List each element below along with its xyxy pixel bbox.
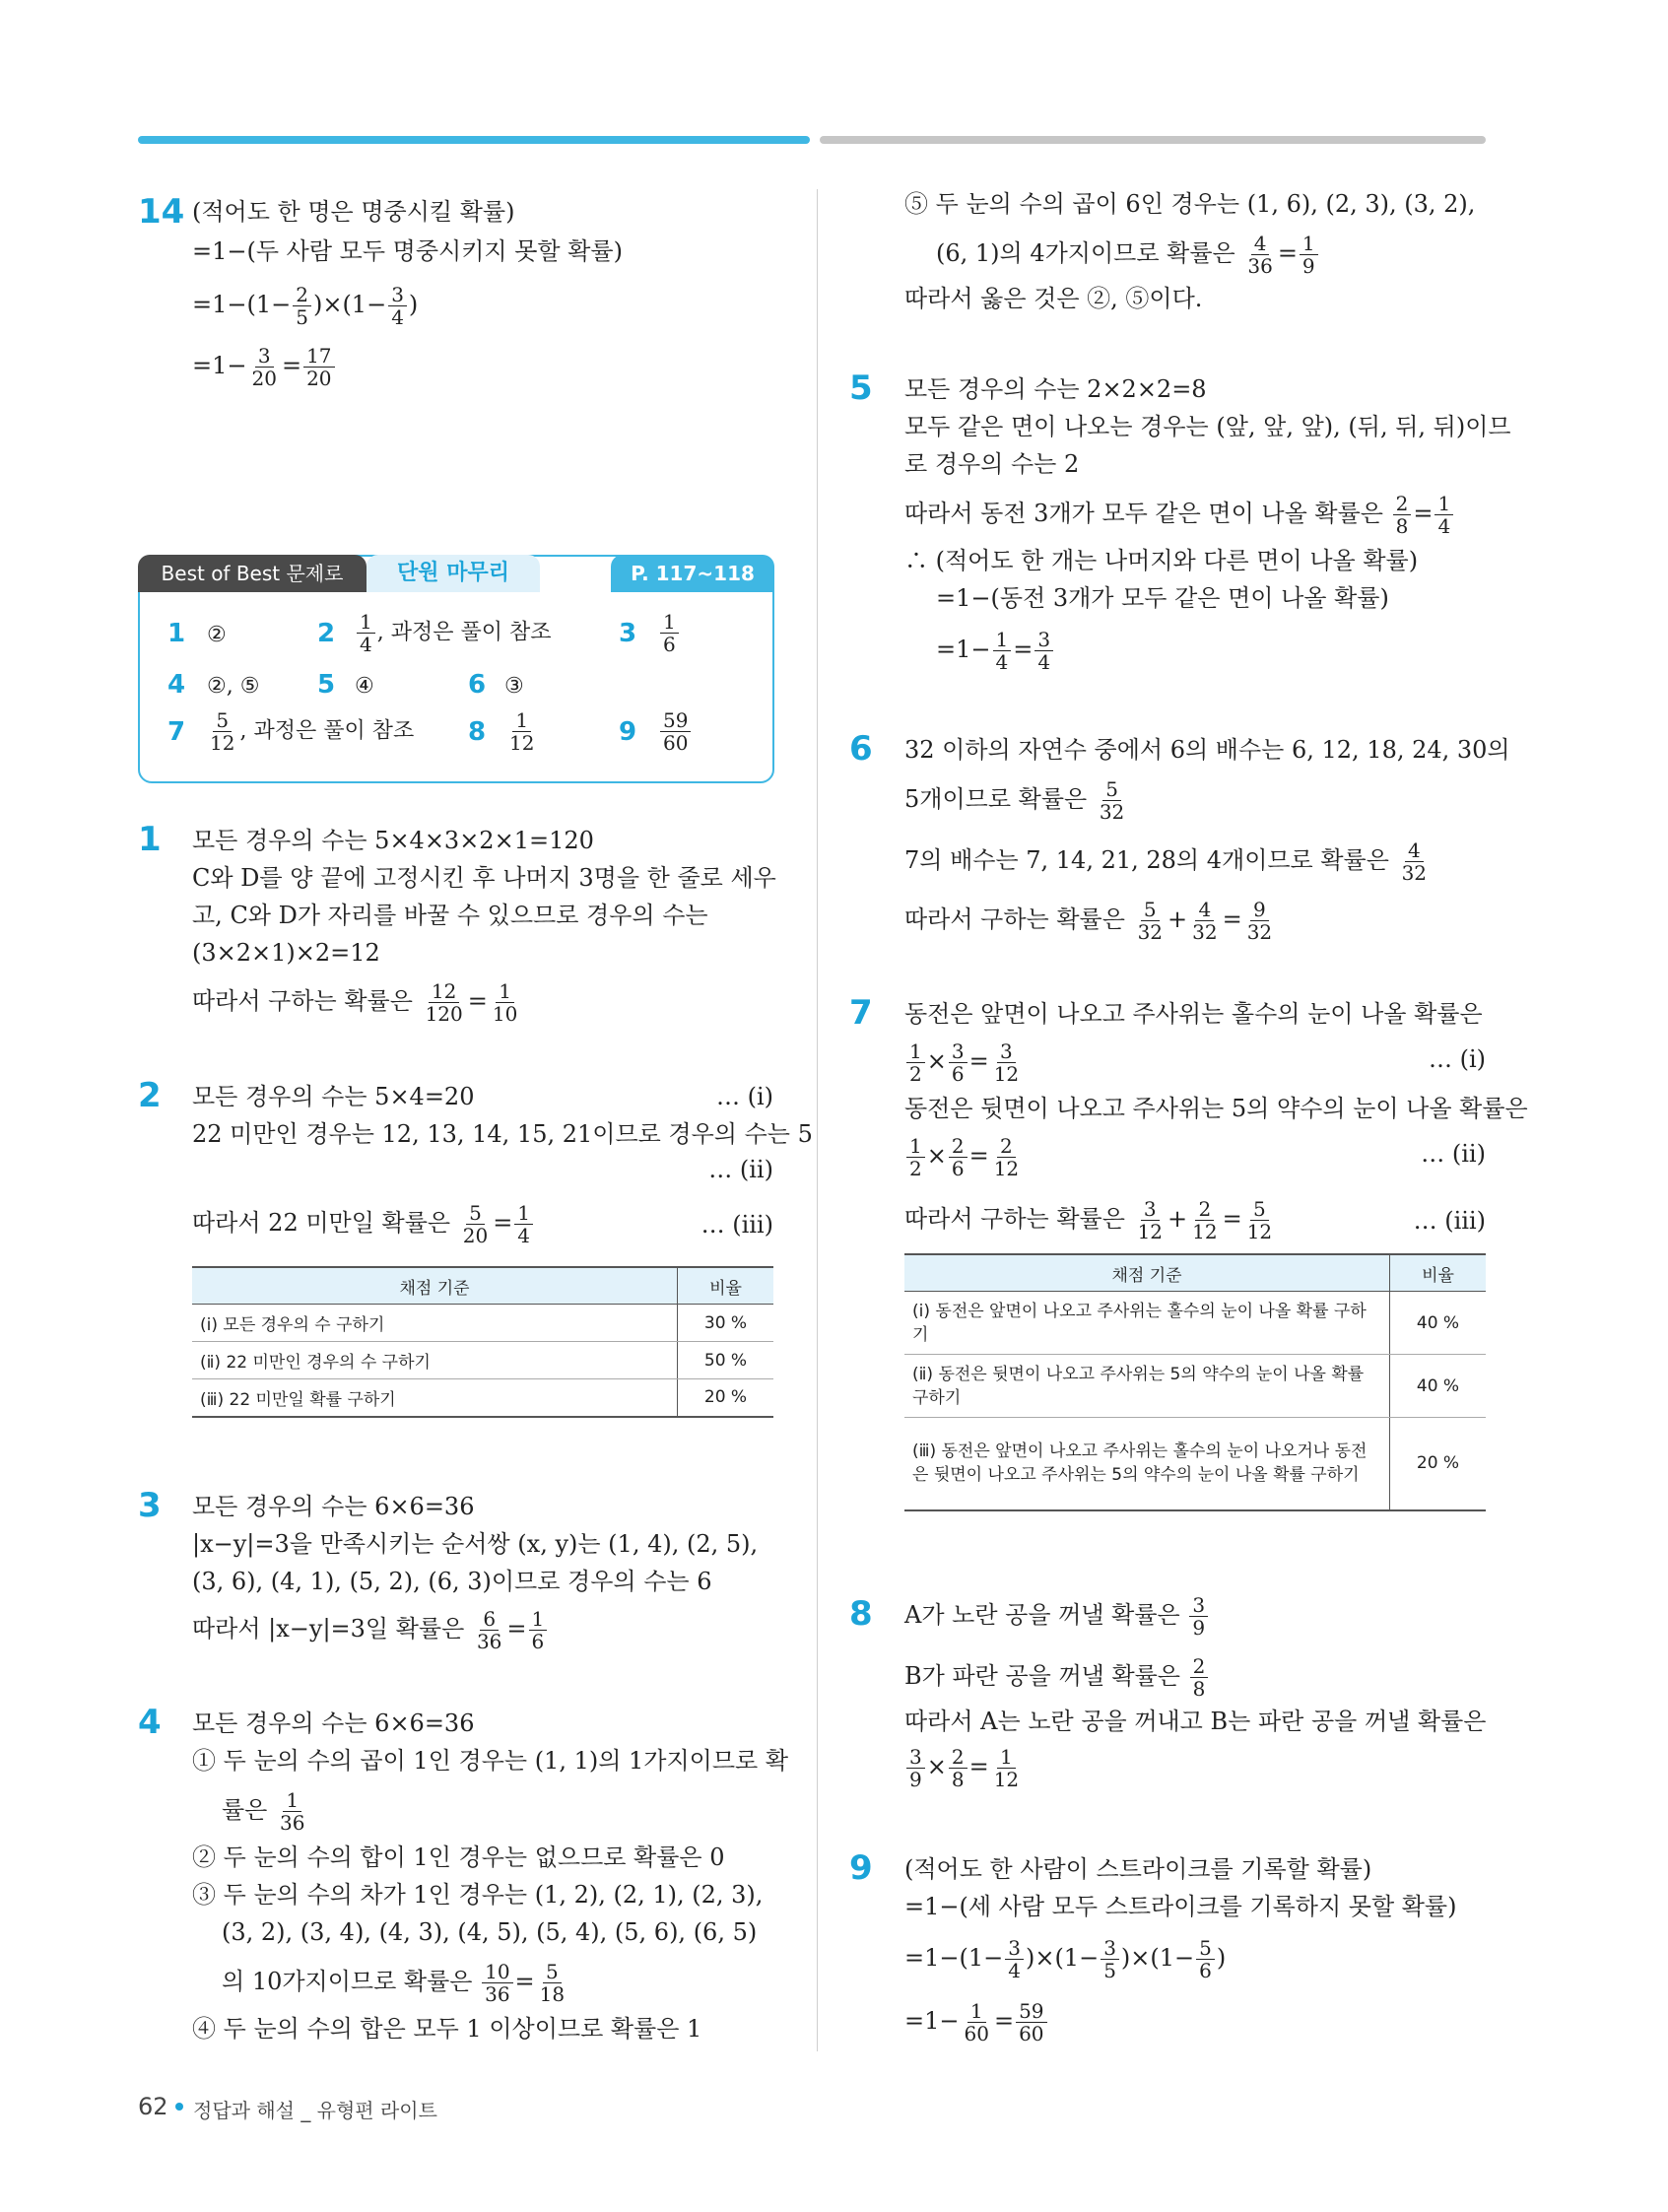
fraction: $\frac{4}{32}$ xyxy=(1401,838,1428,885)
solution-line: $\frac{1}{2}$ × $\frac{3}{6}$ = $\frac{3}{12}$ … (ⅰ) xyxy=(904,1040,1486,1085)
solution-line: 모든 경우의 수는 6×6=36 xyxy=(192,1709,475,1737)
solution-line: 동전은 뒷면이 나오고 주사위는 5의 약수의 눈이 나올 확률은 xyxy=(904,1095,1528,1122)
solution-line: 따라서 구하는 확률은 $\frac{5}{32}$ + $\frac{4}{32}$ = $\frac{9}{32}$ xyxy=(904,899,1277,943)
solution-line: (3×2×1)×2=12 xyxy=(192,939,380,967)
grading-table: 채점 기준 비율 (ⅰ) 동전은 앞면이 나오고 주사위는 홀수의 눈이 나올 확률 구하기 40 % (ⅱ) 동전은 뒷면이 나오고 주사위는 5의 약수의 눈이 나올 확률 구하기 40 % (ⅲ) 동전은 앞면이 나오고 주사위는 홀수의 눈이 나오거나 동전은 뒷면이 나오고 주사위는 5의 약수의 눈이 나올 확률 구하기 20 % xyxy=(904,1253,1486,1511)
solution-line: 동전은 앞면이 나오고 주사위는 홀수의 눈이 나올 확률은 xyxy=(904,1000,1483,1028)
fraction: $\frac{1}{10}$ xyxy=(492,979,518,1026)
solution-line: 따라서 |x−y|=3일 확률은 $\frac{6}{36}$ = $\frac{1}{6}$ xyxy=(192,1608,549,1652)
solution-line: 따라서 옳은 것은 ②, ⑤이다. xyxy=(904,285,1203,312)
question-number: 8 xyxy=(849,1594,873,1634)
solution-line: 따라서 22 미만일 확률은 $\frac{5}{20}$ = $\frac{1}{4}$ … (ⅲ) xyxy=(192,1201,773,1247)
step-tag: … (ⅰ) xyxy=(1428,1045,1486,1073)
fraction: $\frac{5}{20}$ xyxy=(462,1201,489,1247)
solution-line: 32 이하의 자연수 중에서 6의 배수는 6, 12, 18, 24, 30의 xyxy=(904,736,1510,764)
solution-line: ③ 두 눈의 수의 차가 1인 경우는 (1, 2), (2, 1), (2, 3), xyxy=(192,1881,764,1909)
answer-value: ③ xyxy=(504,674,524,699)
summary-tag-center: 단원 마무리 xyxy=(367,555,540,592)
question-number: 6 xyxy=(849,729,873,769)
answer-num: 4 xyxy=(167,670,186,700)
answer-num: 2 xyxy=(317,619,336,648)
column-divider xyxy=(817,189,818,2051)
answer-value xyxy=(658,611,681,655)
fraction: $\frac{4}{36}$ xyxy=(1247,232,1273,278)
solution-line: 의 10가지이므로 확률은 $\frac{10}{36}$ = $\frac{5}{18}$ xyxy=(222,1961,569,2005)
fraction: $\frac{1}{4}$ xyxy=(514,1202,533,1246)
solution-line: =1−(세 사람 모두 스트라이크를 기록하지 못할 확률) xyxy=(904,1893,1457,1920)
step-tag: … (ⅰ) xyxy=(715,1083,773,1110)
solution-line: (3, 6), (4, 1), (5, 2), (6, 3)이므로 경우의 수는 6 xyxy=(192,1568,712,1595)
header-bar-left xyxy=(138,136,810,144)
grading-table: 채점 기준 비율 (ⅰ) 모든 경우의 수 구하기 30 % (ⅱ) 22 미만인 경우의 수 구하기 50 % (ⅲ) 22 미만일 확률 구하기 20 % xyxy=(192,1266,773,1418)
summary-tag-left: Best of Best 문제로 xyxy=(138,555,367,592)
fraction: $\frac{1}{4}$ xyxy=(993,629,1012,673)
answer-value xyxy=(504,709,539,754)
solution-line: =1−(두 사람 모두 명중시키지 못할 확률) xyxy=(192,237,623,265)
fraction: $\frac{3}{4}$ xyxy=(1034,629,1053,673)
answer-value: ④ xyxy=(355,674,374,699)
fraction: $\frac{59}{60}$ xyxy=(660,709,691,754)
fraction: $\frac{9}{32}$ xyxy=(1246,898,1273,944)
step-tag: … (ⅲ) xyxy=(1413,1207,1486,1235)
question-number: 9 xyxy=(849,1848,873,1888)
fraction: $\frac{5}{32}$ xyxy=(1099,777,1125,824)
solution-line: C와 D를 양 끝에 고정시킨 후 나머지 3명을 한 줄로 세우 xyxy=(192,864,776,892)
fraction: $\frac{1}{60}$ xyxy=(964,1999,989,2045)
solution-line: 률은 $\frac{1}{36}$ xyxy=(222,1789,309,1834)
fraction: $\frac{2}{8}$ xyxy=(1393,493,1412,537)
fraction: $\frac{12}{120}$ xyxy=(425,979,463,1026)
solution-line: (적어도 한 사람이 스트라이크를 기록할 확률) xyxy=(904,1855,1372,1883)
fraction: $\frac{59}{60}$ xyxy=(1016,2000,1046,2044)
solution-line: =1−(1− $\frac{2}{5}$ )×(1− $\frac{3}{4}$ ) xyxy=(192,283,419,329)
solution-line: 따라서 A는 노란 공을 꺼내고 B는 파란 공을 꺼낼 확률은 xyxy=(904,1708,1487,1735)
solution-line: 고, C와 D가 자리를 바꿀 수 있으므로 경우의 수는 xyxy=(192,902,708,929)
question-number: 5 xyxy=(849,369,873,408)
fraction: $\frac{6}{36}$ xyxy=(476,1607,502,1653)
solution-line: =1− $\frac{1}{60}$ = $\frac{59}{60}$ xyxy=(904,2000,1049,2044)
fraction: $\frac{3}{6}$ xyxy=(949,1040,967,1085)
question-number: 7 xyxy=(849,993,873,1033)
solution-line: (3, 2), (3, 4), (4, 3), (4, 5), (5, 4), (5, 6), (6, 5) xyxy=(222,1918,758,1946)
solution-line: 7의 배수는 7, 14, 21, 28의 4개이므로 확률은 $\frac{4}{32}$ xyxy=(904,839,1432,884)
fraction: $\frac{3}{20}$ xyxy=(251,344,277,390)
answer-num: 9 xyxy=(619,717,637,747)
fraction: $\frac{1}{6}$ xyxy=(660,611,679,655)
solution-line: 따라서 구하는 확률은 $\frac{12}{120}$ = $\frac{1}{10}$ xyxy=(192,980,522,1025)
solution-line: $\frac{1}{2}$ × $\frac{2}{6}$ = $\frac{2}{12}$ … (ⅱ) xyxy=(904,1135,1486,1179)
answer-num: 3 xyxy=(619,619,637,648)
fraction: $\frac{5}{12}$ xyxy=(210,708,235,755)
fraction: $\frac{2}{12}$ xyxy=(993,1134,1020,1180)
fraction: $\frac{1}{6}$ xyxy=(529,1608,548,1652)
step-tag: … (ⅱ) xyxy=(1421,1140,1486,1168)
fraction: $\frac{3}{12}$ xyxy=(1137,1197,1164,1243)
answer-value xyxy=(658,709,693,754)
question-number: 4 xyxy=(138,1703,162,1742)
fraction: $\frac{3}{9}$ xyxy=(1189,1594,1208,1639)
answer-num: 7 xyxy=(167,717,186,747)
fraction: $\frac{3}{4}$ xyxy=(388,284,407,328)
solution-line: 모든 경우의 수는 5×4×3×2×1=120 xyxy=(192,827,594,854)
solution-line: ④ 두 눈의 수의 합은 모두 1 이상이므로 확률은 1 xyxy=(192,2015,702,2043)
solution-line: 5개이므로 확률은 $\frac{5}{32}$ xyxy=(904,778,1129,823)
solution-line: 모두 같은 면이 나오는 경우는 (앞, 앞, 앞), (뒤, 뒤, 뒤)이므 xyxy=(904,413,1511,440)
solution-line: 따라서 동전 3개가 모두 같은 면이 나올 확률은 $\frac{2}{8}$ = $\frac{1}{4}$ xyxy=(904,493,1455,537)
footer-title: 정답과 해설 _ 유형편 라이트 xyxy=(193,2099,437,2122)
fraction: $\frac{3}{4}$ xyxy=(1005,1937,1024,1981)
fraction: $\frac{4}{32}$ xyxy=(1192,898,1218,944)
summary-page-ref: P. 117~118 xyxy=(611,555,774,592)
fraction: $\frac{2}{8}$ xyxy=(949,1746,967,1790)
step-tag: … (ⅲ) xyxy=(701,1211,773,1239)
solution-line: ② 두 눈의 수의 합이 1인 경우는 없으므로 확률은 0 xyxy=(192,1843,725,1871)
step-tag: … (ⅱ) xyxy=(708,1156,773,1183)
fraction: $\frac{1}{36}$ xyxy=(280,1788,305,1835)
answer-num: 1 xyxy=(167,619,186,648)
solution-line: 모든 경우의 수는 6×6=36 xyxy=(192,1493,475,1520)
fraction: $\frac{1}{9}$ xyxy=(1300,233,1318,277)
fraction: $\frac{3}{9}$ xyxy=(906,1746,925,1790)
answer-value: $\frac{5}{12}$ , 과정은 풀이 참조 xyxy=(205,709,414,754)
fraction: $\frac{10}{36}$ xyxy=(482,1961,512,2005)
solution-line: ⑤ 두 눈의 수의 곱이 6인 경우는 (1, 6), (2, 3), (3, 2), xyxy=(904,190,1476,218)
solution-line: 따라서 구하는 확률은 $\frac{3}{12}$ + $\frac{2}{12}$ = $\frac{5}{12}$ … (ⅲ) xyxy=(904,1197,1486,1243)
fraction: $\frac{2}{12}$ xyxy=(1192,1197,1218,1243)
solution-line: =1− $\frac{3}{20}$ = $\frac{17}{20}$ xyxy=(192,345,337,389)
question-number: 3 xyxy=(138,1486,162,1525)
solution-line: |x−y|=3을 만족시키는 순서쌍 (x, y)는 (1, 4), (2, 5), xyxy=(192,1530,759,1558)
solution-line: 로 경우의 수는 2 xyxy=(904,450,1080,478)
answer-value: $\frac{1}{4}$ , 과정은 풀이 참조 xyxy=(355,611,551,655)
fraction: $\frac{3}{5}$ xyxy=(1101,1937,1119,1981)
fraction: $\frac{2}{6}$ xyxy=(949,1135,967,1179)
solution-line: A가 노란 공을 꺼낼 확률은 $\frac{3}{9}$ xyxy=(904,1594,1210,1639)
answer-value: ② xyxy=(207,623,227,647)
footer-bullet xyxy=(175,2103,183,2111)
solution-line: =1−(1− $\frac{3}{4}$ )×(1− $\frac{3}{5}$ )×(1− $\frac{5}{6}$ ) xyxy=(904,1936,1227,1982)
question-number: 14 xyxy=(138,192,185,232)
answer-num: 8 xyxy=(468,717,487,747)
question-number: 1 xyxy=(138,820,162,859)
solution-line: 모든 경우의 수는 2×2×2=8 xyxy=(904,375,1207,403)
fraction: $\frac{2}{5}$ xyxy=(293,284,311,328)
solution-line: (적어도 한 명은 명중시킬 확률) xyxy=(192,198,515,226)
answer-value: ②, ⑤ xyxy=(207,674,260,699)
fraction: $\frac{17}{20}$ xyxy=(303,345,334,389)
fraction: $\frac{1}{2}$ xyxy=(906,1040,925,1085)
solution-line: 모든 경우의 수는 5×4=20 … (ⅰ) xyxy=(192,1083,773,1110)
fraction: $\frac{5}{18}$ xyxy=(539,1960,566,2006)
fraction: $\frac{1}{4}$ xyxy=(357,611,375,655)
solution-line: (6, 1)의 4가지이므로 확률은 $\frac{4}{36}$ = $\frac{1}{9}$ xyxy=(936,233,1320,277)
fraction: $\frac{1}{12}$ xyxy=(993,1745,1020,1791)
solution-line: ① 두 눈의 수의 곱이 1인 경우는 (1, 1)의 1가지이므로 확 xyxy=(192,1747,789,1775)
fraction: $\frac{2}{8}$ xyxy=(1190,1655,1209,1700)
solution-line: =1− $\frac{1}{4}$ = $\frac{3}{4}$ xyxy=(936,629,1055,673)
fraction: $\frac{1}{4}$ xyxy=(1434,493,1453,537)
solution-line: $\frac{3}{9}$ × $\frac{2}{8}$ = $\frac{1}{12}$ xyxy=(904,1746,1024,1790)
fraction: $\frac{3}{12}$ xyxy=(993,1039,1020,1086)
question-number: 2 xyxy=(138,1076,162,1115)
header-bar-right xyxy=(820,136,1486,144)
fraction: $\frac{5}{6}$ xyxy=(1196,1937,1215,1981)
fraction: $\frac{5}{12}$ xyxy=(1246,1197,1273,1243)
fraction: $\frac{1}{12}$ xyxy=(509,708,535,755)
answer-num: 5 xyxy=(317,670,336,700)
fraction: $\frac{1}{2}$ xyxy=(906,1135,925,1179)
answer-num: 6 xyxy=(468,670,487,700)
solution-line: 22 미만인 경우는 12, 13, 14, 15, 21이므로 경우의 수는 5 xyxy=(192,1120,813,1148)
solution-line: =1−(동전 3개가 모두 같은 면이 나올 확률) xyxy=(936,584,1389,612)
solution-line: B가 파란 공을 꺼낼 확률은 $\frac{2}{8}$ xyxy=(904,1655,1210,1700)
solution-line: ∴ (적어도 한 개는 나머지와 다른 면이 나올 확률) xyxy=(904,547,1419,574)
page-number: 62 xyxy=(138,2093,168,2120)
fraction: $\frac{5}{32}$ xyxy=(1137,898,1164,944)
